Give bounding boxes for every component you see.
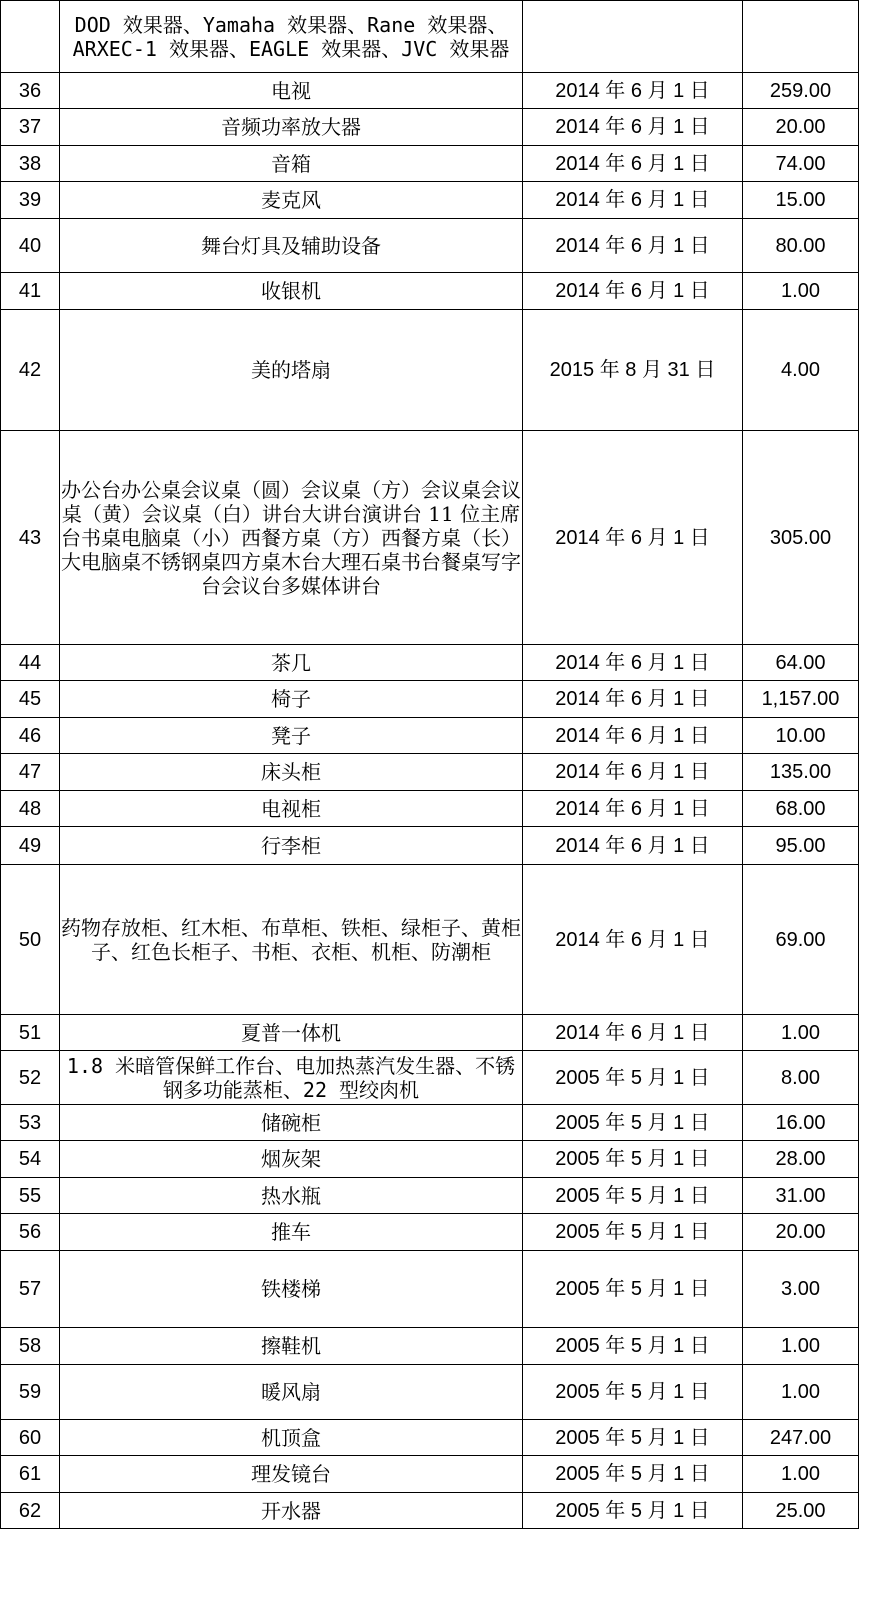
cell-name: 凳子 bbox=[60, 718, 523, 754]
cell-date: 2014 年 6 月 1 日 bbox=[523, 182, 743, 219]
cell-name: 1.8 米暗管保鲜工作台、电加热蒸汽发生器、不锈钢多功能蒸柜、22 型绞肉机 bbox=[60, 1051, 523, 1105]
cell-value: 16.00 bbox=[743, 1105, 859, 1141]
cell-date: 2005 年 5 月 1 日 bbox=[523, 1051, 743, 1105]
cell-value: 1.00 bbox=[743, 1015, 859, 1051]
cell-value: 95.00 bbox=[743, 827, 859, 865]
cell-date: 2014 年 6 月 1 日 bbox=[523, 431, 743, 645]
cell-name: 机顶盒 bbox=[60, 1420, 523, 1456]
cell-name: 麦克风 bbox=[60, 182, 523, 219]
table-row bbox=[1, 865, 859, 1015]
table-row bbox=[1, 1251, 859, 1328]
cell-value: 3.00 bbox=[743, 1251, 859, 1328]
table-row bbox=[1, 1105, 859, 1141]
table-row bbox=[1, 1214, 859, 1251]
cell-name: DOD 效果器、Yamaha 效果器、Rane 效果器、ARXEC-1 效果器、EAGLE 效果器、JVC 效果器 bbox=[60, 1, 523, 73]
cell-no bbox=[1, 1, 60, 73]
cell-no: 41 bbox=[1, 273, 60, 310]
cell-date: 2005 年 5 月 1 日 bbox=[523, 1178, 743, 1214]
table-row bbox=[1, 1178, 859, 1214]
cell-no: 59 bbox=[1, 1365, 60, 1420]
cell-name: 烟灰架 bbox=[60, 1141, 523, 1178]
cell-name: 储碗柜 bbox=[60, 1105, 523, 1141]
cell-name: 铁楼梯 bbox=[60, 1251, 523, 1328]
cell-name: 擦鞋机 bbox=[60, 1328, 523, 1365]
cell-name: 行李柜 bbox=[60, 827, 523, 865]
cell-name: 暖风扇 bbox=[60, 1365, 523, 1420]
table-row-continuation bbox=[1, 1, 859, 73]
cell-no: 57 bbox=[1, 1251, 60, 1328]
cell-value: 74.00 bbox=[743, 146, 859, 182]
cell-date: 2014 年 6 月 1 日 bbox=[523, 754, 743, 791]
cell-value: 20.00 bbox=[743, 109, 859, 146]
cell-value: 80.00 bbox=[743, 219, 859, 273]
table-row bbox=[1, 1420, 859, 1456]
cell-value: 10.00 bbox=[743, 718, 859, 754]
table-row bbox=[1, 1328, 859, 1365]
cell-no: 42 bbox=[1, 310, 60, 431]
cell-no: 39 bbox=[1, 182, 60, 219]
cell-name: 茶几 bbox=[60, 645, 523, 681]
cell-date: 2014 年 6 月 1 日 bbox=[523, 791, 743, 827]
cell-no: 40 bbox=[1, 219, 60, 273]
table-row bbox=[1, 219, 859, 273]
cell-value: 1.00 bbox=[743, 1365, 859, 1420]
cell-name: 电视柜 bbox=[60, 791, 523, 827]
cell-date: 2005 年 5 月 1 日 bbox=[523, 1105, 743, 1141]
cell-value: 20.00 bbox=[743, 1214, 859, 1251]
cell-no: 49 bbox=[1, 827, 60, 865]
cell-date: 2014 年 6 月 1 日 bbox=[523, 219, 743, 273]
cell-no: 36 bbox=[1, 73, 60, 109]
cell-no: 37 bbox=[1, 109, 60, 146]
cell-value: 247.00 bbox=[743, 1420, 859, 1456]
table-row bbox=[1, 182, 859, 219]
cell-date: 2005 年 5 月 1 日 bbox=[523, 1141, 743, 1178]
cell-no: 54 bbox=[1, 1141, 60, 1178]
table-row bbox=[1, 109, 859, 146]
cell-value: 1,157.00 bbox=[743, 681, 859, 718]
table-row bbox=[1, 791, 859, 827]
cell-name: 热水瓶 bbox=[60, 1178, 523, 1214]
cell-no: 60 bbox=[1, 1420, 60, 1456]
cell-value: 4.00 bbox=[743, 310, 859, 431]
table-row bbox=[1, 73, 859, 109]
cell-value: 1.00 bbox=[743, 273, 859, 310]
table-row bbox=[1, 1493, 859, 1529]
table-row bbox=[1, 681, 859, 718]
cell-no: 52 bbox=[1, 1051, 60, 1105]
cell-value: 259.00 bbox=[743, 73, 859, 109]
cell-name: 舞台灯具及辅助设备 bbox=[60, 219, 523, 273]
table-row bbox=[1, 146, 859, 182]
cell-date: 2015 年 8 月 31 日 bbox=[523, 310, 743, 431]
table-row bbox=[1, 1051, 859, 1105]
cell-date: 2014 年 6 月 1 日 bbox=[523, 1015, 743, 1051]
cell-date: 2005 年 5 月 1 日 bbox=[523, 1251, 743, 1328]
table-row bbox=[1, 310, 859, 431]
cell-no: 50 bbox=[1, 865, 60, 1015]
cell-name: 药物存放柜、红木柜、布草柜、铁柜、绿柜子、黄柜子、红色长柜子、书柜、衣柜、机柜、防潮柜 bbox=[60, 865, 523, 1015]
cell-name: 音频功率放大器 bbox=[60, 109, 523, 146]
cell-date: 2005 年 5 月 1 日 bbox=[523, 1214, 743, 1251]
cell-date: 2014 年 6 月 1 日 bbox=[523, 73, 743, 109]
cell-no: 44 bbox=[1, 645, 60, 681]
table-row bbox=[1, 827, 859, 865]
cell-value: 68.00 bbox=[743, 791, 859, 827]
cell-value bbox=[743, 1, 859, 73]
cell-no: 53 bbox=[1, 1105, 60, 1141]
cell-name: 椅子 bbox=[60, 681, 523, 718]
table-row bbox=[1, 645, 859, 681]
cell-name: 收银机 bbox=[60, 273, 523, 310]
cell-name: 床头柜 bbox=[60, 754, 523, 791]
cell-name: 推车 bbox=[60, 1214, 523, 1251]
cell-value: 28.00 bbox=[743, 1141, 859, 1178]
cell-no: 62 bbox=[1, 1493, 60, 1529]
table-row bbox=[1, 273, 859, 310]
cell-no: 48 bbox=[1, 791, 60, 827]
cell-value: 31.00 bbox=[743, 1178, 859, 1214]
cell-name: 开水器 bbox=[60, 1493, 523, 1529]
cell-no: 61 bbox=[1, 1456, 60, 1493]
cell-value: 8.00 bbox=[743, 1051, 859, 1105]
table-row bbox=[1, 1365, 859, 1420]
cell-no: 47 bbox=[1, 754, 60, 791]
cell-date: 2014 年 6 月 1 日 bbox=[523, 865, 743, 1015]
cell-no: 51 bbox=[1, 1015, 60, 1051]
cell-value: 1.00 bbox=[743, 1456, 859, 1493]
cell-date: 2005 年 5 月 1 日 bbox=[523, 1420, 743, 1456]
cell-no: 46 bbox=[1, 718, 60, 754]
cell-value: 69.00 bbox=[743, 865, 859, 1015]
cell-name: 电视 bbox=[60, 73, 523, 109]
cell-date: 2014 年 6 月 1 日 bbox=[523, 109, 743, 146]
asset-table-body bbox=[1, 1, 859, 1529]
cell-value: 15.00 bbox=[743, 182, 859, 219]
table-row bbox=[1, 718, 859, 754]
cell-no: 43 bbox=[1, 431, 60, 645]
cell-date: 2014 年 6 月 1 日 bbox=[523, 681, 743, 718]
cell-date: 2014 年 6 月 1 日 bbox=[523, 827, 743, 865]
cell-name: 音箱 bbox=[60, 146, 523, 182]
table-row bbox=[1, 754, 859, 791]
cell-date bbox=[523, 1, 743, 73]
cell-value: 25.00 bbox=[743, 1493, 859, 1529]
cell-no: 58 bbox=[1, 1328, 60, 1365]
cell-name: 理发镜台 bbox=[60, 1456, 523, 1493]
cell-value: 1.00 bbox=[743, 1328, 859, 1365]
cell-date: 2014 年 6 月 1 日 bbox=[523, 273, 743, 310]
cell-name: 办公台办公桌会议桌（圆）会议桌（方）会议桌会议桌（黄）会议桌（白）讲台大讲台演讲台 11 位主席台书桌电脑桌（小）西餐方桌（方）西餐方桌（长）大电脑桌不锈钢桌四方桌木台大理石桌书台餐桌写字台会议台多媒体讲台 bbox=[60, 431, 523, 645]
cell-no: 55 bbox=[1, 1178, 60, 1214]
table-row bbox=[1, 1015, 859, 1051]
cell-no: 56 bbox=[1, 1214, 60, 1251]
cell-date: 2005 年 5 月 1 日 bbox=[523, 1456, 743, 1493]
table-row bbox=[1, 1141, 859, 1178]
cell-name: 美的塔扇 bbox=[60, 310, 523, 431]
cell-value: 64.00 bbox=[743, 645, 859, 681]
cell-value: 305.00 bbox=[743, 431, 859, 645]
cell-no: 45 bbox=[1, 681, 60, 718]
cell-date: 2005 年 5 月 1 日 bbox=[523, 1493, 743, 1529]
cell-no: 38 bbox=[1, 146, 60, 182]
cell-value: 135.00 bbox=[743, 754, 859, 791]
table-row bbox=[1, 1456, 859, 1493]
cell-date: 2005 年 5 月 1 日 bbox=[523, 1328, 743, 1365]
cell-date: 2014 年 6 月 1 日 bbox=[523, 718, 743, 754]
cell-date: 2014 年 6 月 1 日 bbox=[523, 146, 743, 182]
table-row bbox=[1, 431, 859, 645]
cell-date: 2014 年 6 月 1 日 bbox=[523, 645, 743, 681]
cell-date: 2005 年 5 月 1 日 bbox=[523, 1365, 743, 1420]
cell-name: 夏普一体机 bbox=[60, 1015, 523, 1051]
